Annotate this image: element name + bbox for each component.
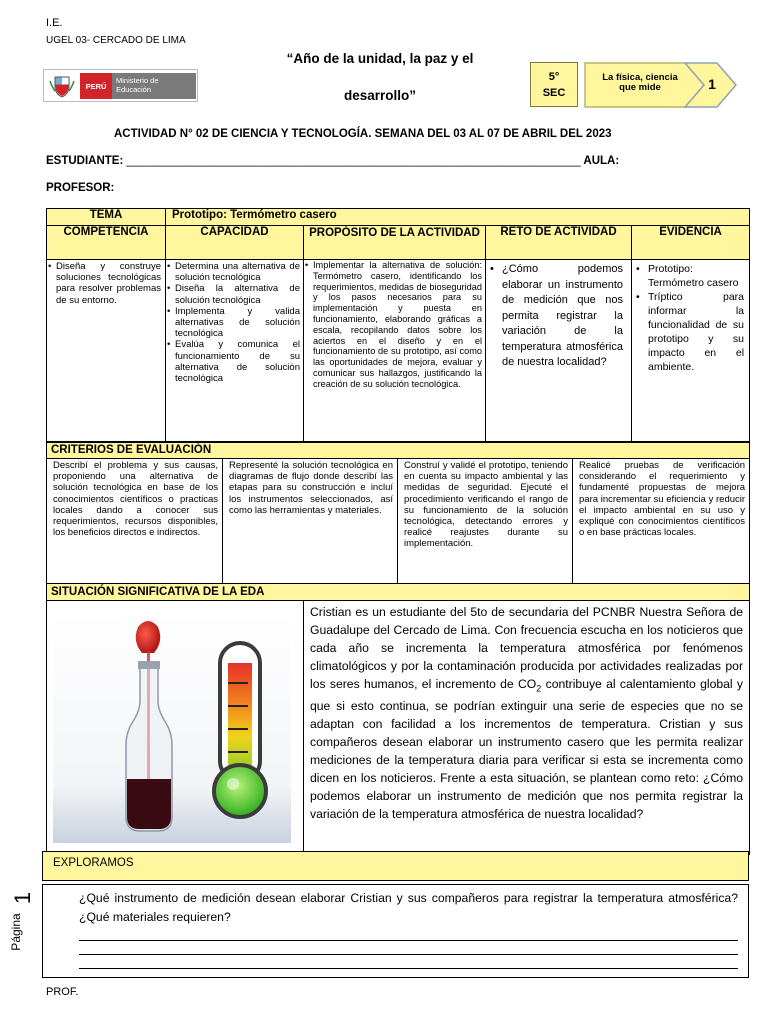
criterio-cell: Realicé pruebas de verificación considerando el requerimiento y fundamenté propuestas de mejora para incrementar su eficiencia y reducir el impacto ambiental en su uso y expliqué con conocimientos científicos o en base prácticas locales. <box>573 459 750 584</box>
student-label: ESTUDIANTE: <box>46 155 124 167</box>
criterio-cell: Construí y validé el prototipo, teniendo en cuenta su impacto ambiental y las medidas de seguridad. Ejecuté el procedimiento verificando el rango de su funcionamiento de la solución tecnológica, detectando errores y realicé reajustes durante su implementación. <box>398 459 573 584</box>
header-evidencia: EVIDENCIA <box>632 226 750 260</box>
activity-title: ACTIVIDAD N° 02 DE CIENCIA Y TECNOLOGÍA. SEMANA DEL 03 AL 07 DE ABRIL DEL 2023 <box>114 128 612 140</box>
grade-section: SEC <box>542 87 566 99</box>
peru-label: PERÚ <box>80 73 112 99</box>
profesor-label: PROFESOR: <box>46 182 115 194</box>
student-row <box>46 155 736 167</box>
header-proposito: PROPÓSITO DE LA ACTIVIDAD <box>304 226 486 260</box>
header-reto: RETO DE ACTIVIDAD <box>486 226 632 260</box>
unit-topic-arrow <box>583 60 739 110</box>
tema-label: TEMA <box>47 209 166 226</box>
capacidad-cell <box>166 260 304 442</box>
answer-line[interactable] <box>79 941 738 955</box>
thermometer-illustration <box>47 601 303 849</box>
reto-text: • ¿Cómo podemos elaborar un instrumento de medición que nos permita registrar la variación de la temperatura atmosférica de nuestra localidad? <box>488 262 623 371</box>
proposito-cell <box>304 260 486 442</box>
ugel-label: UGEL 03- CERCADO DE LIMA <box>46 35 186 46</box>
ministry-label-line-2: Educación <box>116 85 152 94</box>
evidencia-item: • Prototipo: Termómetro casero <box>634 262 744 290</box>
grade-value: 5° <box>548 71 560 83</box>
unit-number: 1 <box>708 76 716 92</box>
exploramos-question-box <box>42 884 749 978</box>
capacidad-item: • Diseña la alternativa de solución tecnológica <box>167 283 300 305</box>
topic-line-2: que mide <box>619 82 661 93</box>
proposito-text: • Implementar la alternativa de solución: Termómetro casero, identificando los requerimientos, medidas de bioseguridad y los pasos necesarios para su implementación y puesta en funcionamiento, elaborando gráficas a escala, recopilando datos sobre los aciertos en el diseño y en el funcionamiento de su prototipo, así como las oportunidades de mejora, evaluar y comunicar sus hallazgos, justificando la creación de su solución tecnológica. <box>305 260 482 390</box>
topic-line-1: La física, ciencia <box>602 72 678 83</box>
situacion-text-part: contribuye al calentamiento global y que si esto continua, se podrían extinguir una serie de especies que no se adaptan con facilidad a los incrementos de temperatura. Cristian y sus compañeros desean elaborar un instrumento casero que les permita realizar mediciones de la temperatura diaria para verificar si esta se incrementa como dicen en los noticieros. Frente a esta situación, se plantean como reto: ¿Cómo podemos elaborar un instrumento de medición que nos permita registrar la variación de la temperatura atmosférica de nuestra localidad? <box>310 677 744 822</box>
situacion-text <box>304 601 750 855</box>
answer-line[interactable] <box>79 927 738 941</box>
slogan-line-1: “Año de la unidad, la paz y el <box>286 51 474 66</box>
peru-shield-icon <box>47 73 77 99</box>
evidencia-cell <box>632 260 750 442</box>
grade-box <box>530 62 578 107</box>
situacion-title: SITUACIÓN SIGNIFICATIVA DE LA EDA <box>47 584 750 601</box>
criterios-title: CRITERIOS DE EVALUACIÓN <box>47 443 750 459</box>
page-word: Página <box>9 913 23 951</box>
evidencia-item: • Tríptico para informar la funcionalidad de su prototipo y su impacto en el ambiente. <box>634 290 744 374</box>
situacion-text-part: Cristian es un estudiante del 5to de secundaria del PCNBR Nuestra Señora de Guadalupe del Cercado de Lima. Con frecuencia escucha en los noticieros que cada año se incrementa la temperatura atmosférica por fenómenos climatológicos y por la contaminación producida por actividades realizadas por los seres humanos, el incremento de CO <box>310 605 744 691</box>
exploramos-question: ¿Qué instrumento de medición desean elaborar Cristian y sus compañeros para registrar la temperatura atmosférica? ¿Qué materiales requieren? <box>79 891 738 924</box>
criterio-cell: Describí el problema y sus causas, proponiendo una alternativa de solución tecnológica en base de los conocimientos científicos o practicas locales dando a conocer sus requerimientos, recursos disponibles, los beneficios directos e indirectos. <box>47 459 223 584</box>
tema-value: Prototipo: Termómetro casero <box>166 209 750 226</box>
exploramos-title: EXPLORAMOS <box>42 851 749 881</box>
answer-line[interactable] <box>79 955 738 969</box>
criterio-cell: Representé la solución tecnológica en diagramas de flujo donde describí las etapas para su construcción e incluí los instrumentos seleccionados, así como las herramientas y materiales. <box>223 459 398 584</box>
competencia-cell <box>47 260 166 442</box>
competencia-text: • Diseña y construye soluciones tecnológicas para resolver problemas de su entorno. <box>48 261 161 306</box>
ministry-label-line-1: Ministerio de <box>116 76 159 85</box>
criterios-table <box>46 442 750 584</box>
capacidad-item: • Determina una alternativa de solución tecnológica <box>167 261 300 283</box>
student-name-blank[interactable]: _______________________________________________________________________ <box>126 155 581 167</box>
header-capacidad: CAPACIDAD <box>166 226 304 260</box>
aula-label: AULA: <box>583 155 620 167</box>
situacion-table <box>46 583 750 855</box>
header-competencia: COMPETENCIA <box>47 226 166 260</box>
topic-label <box>589 73 691 93</box>
situacion-image-cell <box>47 601 304 855</box>
page-indicator <box>2 887 42 955</box>
ministry-logo <box>43 69 198 102</box>
capacidad-item: • Implementa y valida alternativas de solución tecnológica <box>167 306 300 340</box>
school-label: I.E. <box>46 17 63 29</box>
prof-footer: PROF. <box>46 986 79 998</box>
slogan-line-2: desarrollo” <box>343 88 417 102</box>
rubber-bulb-icon <box>136 621 161 653</box>
activity-table <box>46 208 750 442</box>
page-number: 1 <box>10 891 35 905</box>
ministry-label <box>112 73 196 99</box>
capacidad-item: • Evalúa y comunica el funcionamiento de su alternativa de solución tecnológica <box>167 339 300 384</box>
reto-cell <box>486 260 632 442</box>
co2-subscript: 2 <box>536 683 542 694</box>
thermometer-icon <box>214 643 266 817</box>
